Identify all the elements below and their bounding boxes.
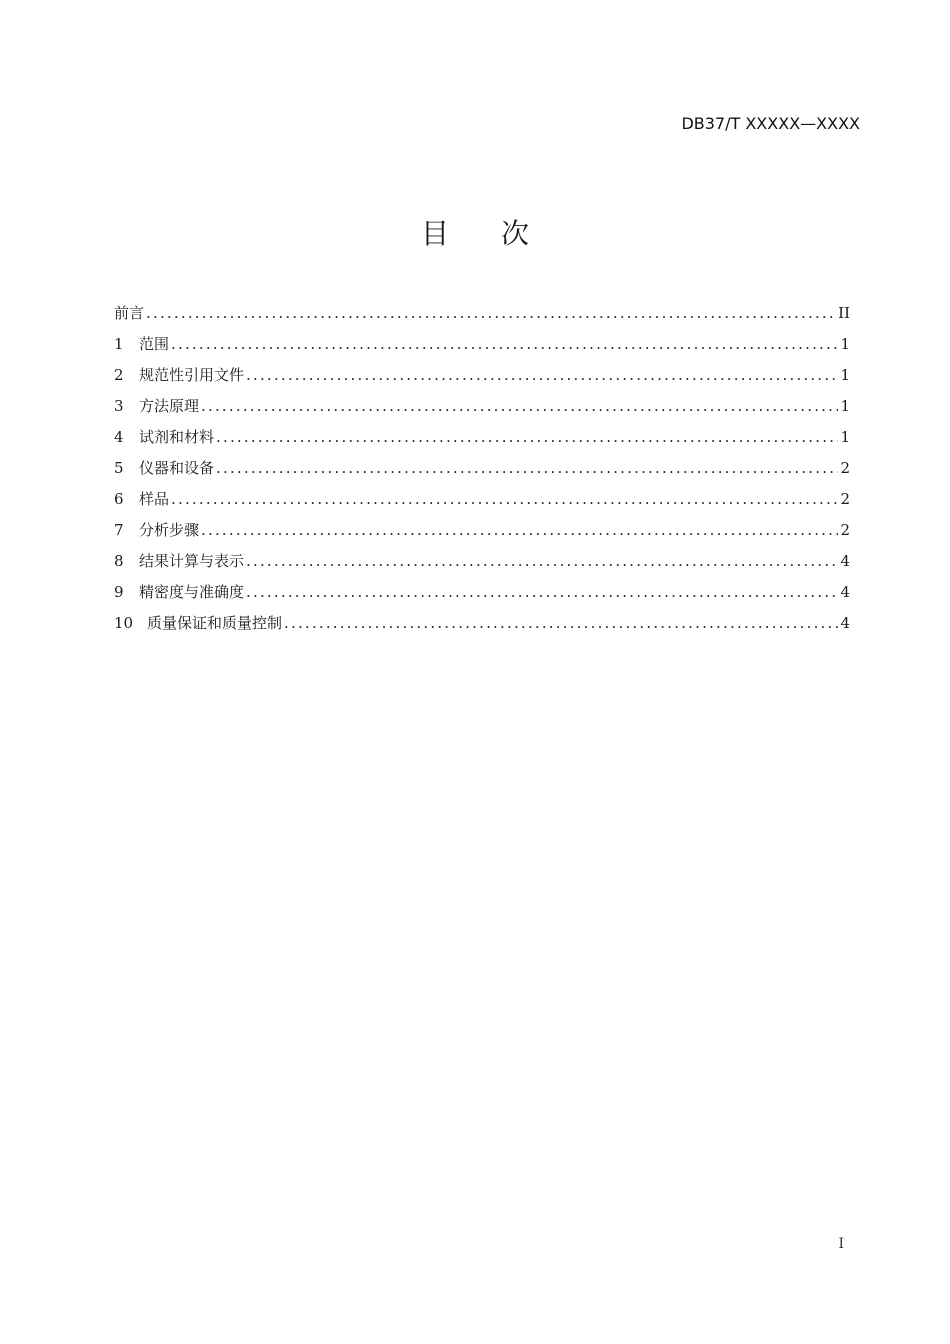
toc-entry-label: 结果计算与表示: [139, 552, 245, 570]
toc-leader-dots: [201, 393, 838, 419]
page-number: I: [838, 1236, 844, 1252]
page-title-char-1: 目: [420, 217, 449, 250]
toc-entry-page: 4: [840, 583, 850, 601]
toc-leader-dots: [216, 455, 838, 481]
toc-entry-label: 范围: [139, 335, 170, 353]
toc-entry-page: II: [838, 304, 850, 322]
toc-entry-page: 4: [840, 614, 850, 632]
toc-entry-8[interactable]: [114, 548, 850, 579]
toc-entry-page: 1: [840, 335, 850, 353]
toc-entry-label: 分析步骤: [139, 521, 200, 539]
toc-entry-5[interactable]: [114, 455, 850, 486]
toc-entry-9[interactable]: [114, 579, 850, 610]
toc-entry-label: 前言: [114, 304, 145, 322]
toc-entry-10[interactable]: [114, 610, 850, 641]
toc-entry-number: 2: [114, 366, 124, 384]
toc-entry-number: 4: [114, 428, 124, 446]
toc-entry-page: 2: [840, 459, 850, 477]
toc-entry-label: 仪器和设备: [139, 459, 215, 477]
toc-entry-number: 6: [114, 490, 124, 508]
toc-entry-page: 2: [840, 521, 850, 539]
toc-entry-label: 试剂和材料: [139, 428, 215, 446]
toc-entry-page: 1: [840, 366, 850, 384]
toc-entry-number: 8: [114, 552, 124, 570]
toc-entry-number: 1: [114, 335, 124, 353]
table-of-contents: [114, 300, 850, 641]
toc-leader-dots: [284, 610, 838, 636]
toc-entry-label: 规范性引用文件: [139, 366, 245, 384]
toc-entry-7[interactable]: [114, 517, 850, 548]
toc-leader-dots: [246, 362, 838, 388]
page-title-char-2: 次: [501, 217, 530, 250]
toc-entry-number: 3: [114, 397, 124, 415]
toc-entry-1[interactable]: [114, 331, 850, 362]
toc-entry-6[interactable]: [114, 486, 850, 517]
toc-entry-label: 样品: [139, 490, 170, 508]
toc-entry-3[interactable]: [114, 393, 850, 424]
toc-entry-page: 2: [840, 490, 850, 508]
toc-entry-4[interactable]: [114, 424, 850, 455]
toc-leader-dots: [201, 517, 838, 543]
toc-leader-dots: [146, 300, 836, 326]
toc-leader-dots: [246, 579, 838, 605]
toc-entry-page: 4: [840, 552, 850, 570]
toc-entry-number: 9: [114, 583, 124, 601]
toc-entry-label: 精密度与准确度: [139, 583, 245, 601]
toc-leader-dots: [246, 548, 838, 574]
toc-entry-number: 10: [114, 614, 134, 632]
toc-entry-label: 方法原理: [139, 397, 200, 415]
page-title: [0, 212, 950, 252]
toc-entry-page: 1: [840, 428, 850, 446]
toc-entry-2[interactable]: [114, 362, 850, 393]
toc-entry-number: 5: [114, 459, 124, 477]
toc-leader-dots: [171, 331, 838, 357]
toc-entry-number: 7: [114, 521, 124, 539]
toc-leader-dots: [171, 486, 838, 512]
toc-entry-label: 质量保证和质量控制: [147, 614, 283, 632]
toc-entry-preface[interactable]: [114, 300, 850, 331]
toc-entry-page: 1: [840, 397, 850, 415]
document-code: DB37/T XXXXX—XXXX: [681, 114, 860, 133]
toc-leader-dots: [216, 424, 838, 450]
